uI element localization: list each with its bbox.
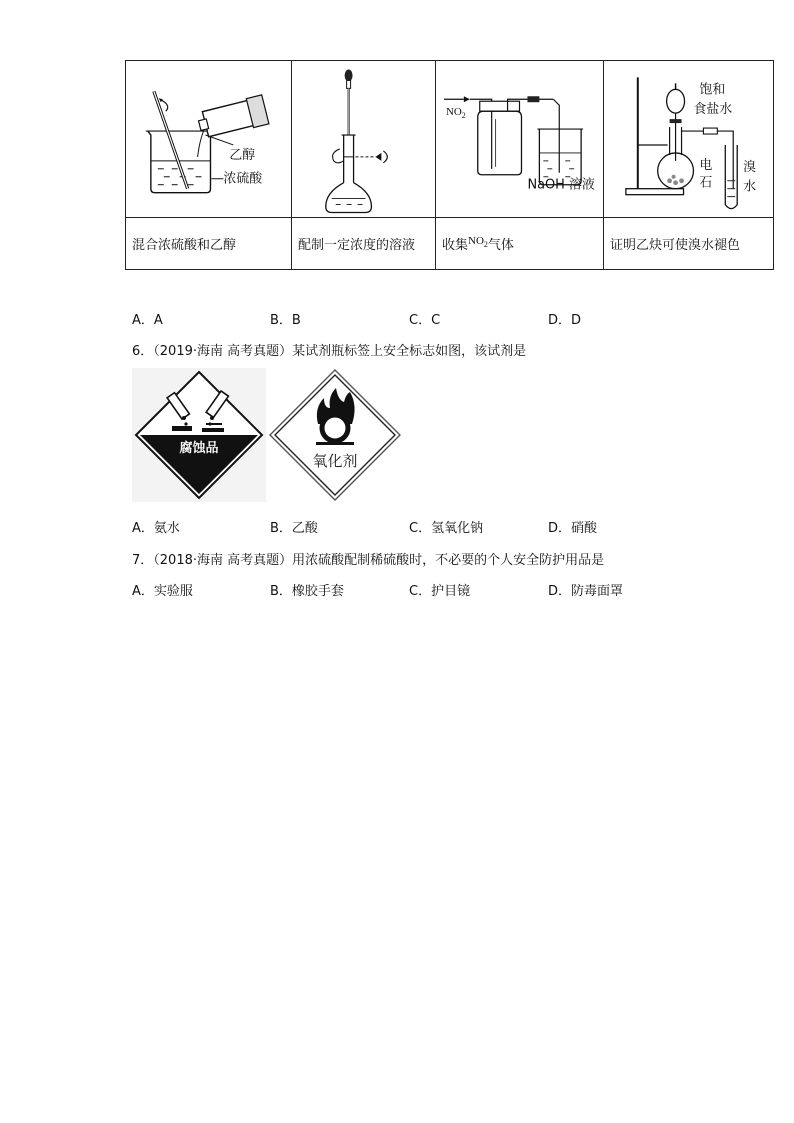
- figure-cell-b: [292, 61, 436, 218]
- q6-option-d[interactable]: D．硝酸: [548, 521, 598, 536]
- caption-c: [436, 218, 604, 270]
- q5-options: [132, 309, 732, 327]
- no2-label: $NO_2$: [445, 106, 466, 121]
- figure-cell-d: [604, 61, 774, 218]
- q6-option-a[interactable]: A．氨水: [132, 521, 180, 536]
- bromine-water-label-2: 水: [743, 179, 757, 195]
- oxidizer-label: 氧化剂: [312, 452, 358, 470]
- acetylene-apparatus-figure: [604, 61, 773, 217]
- caption-c-suffix: 气体: [487, 238, 514, 253]
- corrosive-label: 腐蚀品: [179, 441, 219, 456]
- hazard-symbols: [132, 368, 402, 502]
- calcium-carbide-label-2: 石: [699, 175, 713, 191]
- mixing-apparatus-figure: [126, 61, 291, 217]
- calcium-carbide-label-1: 电: [699, 157, 713, 173]
- q7-stem: 7．（2018·海南 高考真题）用浓硫酸配制稀硫酸时，不必要的个人安全防护用品是: [132, 553, 605, 568]
- saturated-brine-label-1: 饱和: [699, 82, 726, 98]
- q5-option-c[interactable]: C．C: [409, 313, 441, 328]
- q7-option-b[interactable]: B．橡胶手套: [270, 584, 344, 599]
- figure-cell-a: [126, 61, 292, 218]
- saturated-brine-label-2: 食盐水: [693, 102, 733, 118]
- no2-collection-figure: [436, 61, 603, 217]
- corrosive-hazard-sign: [132, 368, 266, 502]
- conc-sulfuric-label: 浓硫酸: [223, 171, 263, 187]
- q6-stem: 6．（2019·海南 高考真题）某试剂瓶标签上安全标志如图，该试剂是: [132, 344, 527, 359]
- q7-option-a[interactable]: A．实验服: [132, 584, 193, 599]
- naoh-label: NaOH 溶液: [527, 177, 595, 193]
- oxidizer-hazard-sign: [268, 368, 402, 502]
- q7-options: [132, 580, 732, 598]
- volumetric-flask-figure: [292, 61, 435, 217]
- caption-b: 配制一定浓度的溶液: [292, 218, 436, 270]
- figure-cell-c: [436, 61, 604, 218]
- q5-option-a[interactable]: A．A: [132, 313, 163, 328]
- ethanol-label: 乙醇: [229, 147, 256, 163]
- bromine-water-label-1: 溴: [743, 159, 757, 175]
- caption-c-prefix: 收集: [442, 238, 469, 253]
- caption-a: 混合浓硫酸和乙醇: [126, 218, 292, 270]
- q6-option-c[interactable]: C．氢氧化钠: [409, 521, 484, 536]
- q5-option-b[interactable]: B．B: [270, 313, 301, 328]
- q6-options: [132, 517, 732, 535]
- q7-option-c[interactable]: C．护目镜: [409, 584, 471, 599]
- caption-c-formula: NO2: [468, 234, 488, 249]
- q7-option-d[interactable]: D．防毒面罩: [548, 584, 624, 599]
- q6-option-b[interactable]: B．乙酸: [270, 521, 318, 536]
- experiment-table: [125, 60, 774, 270]
- q5-option-d[interactable]: D．D: [548, 313, 582, 328]
- caption-d: 证明乙炔可使溴水褪色: [604, 218, 774, 270]
